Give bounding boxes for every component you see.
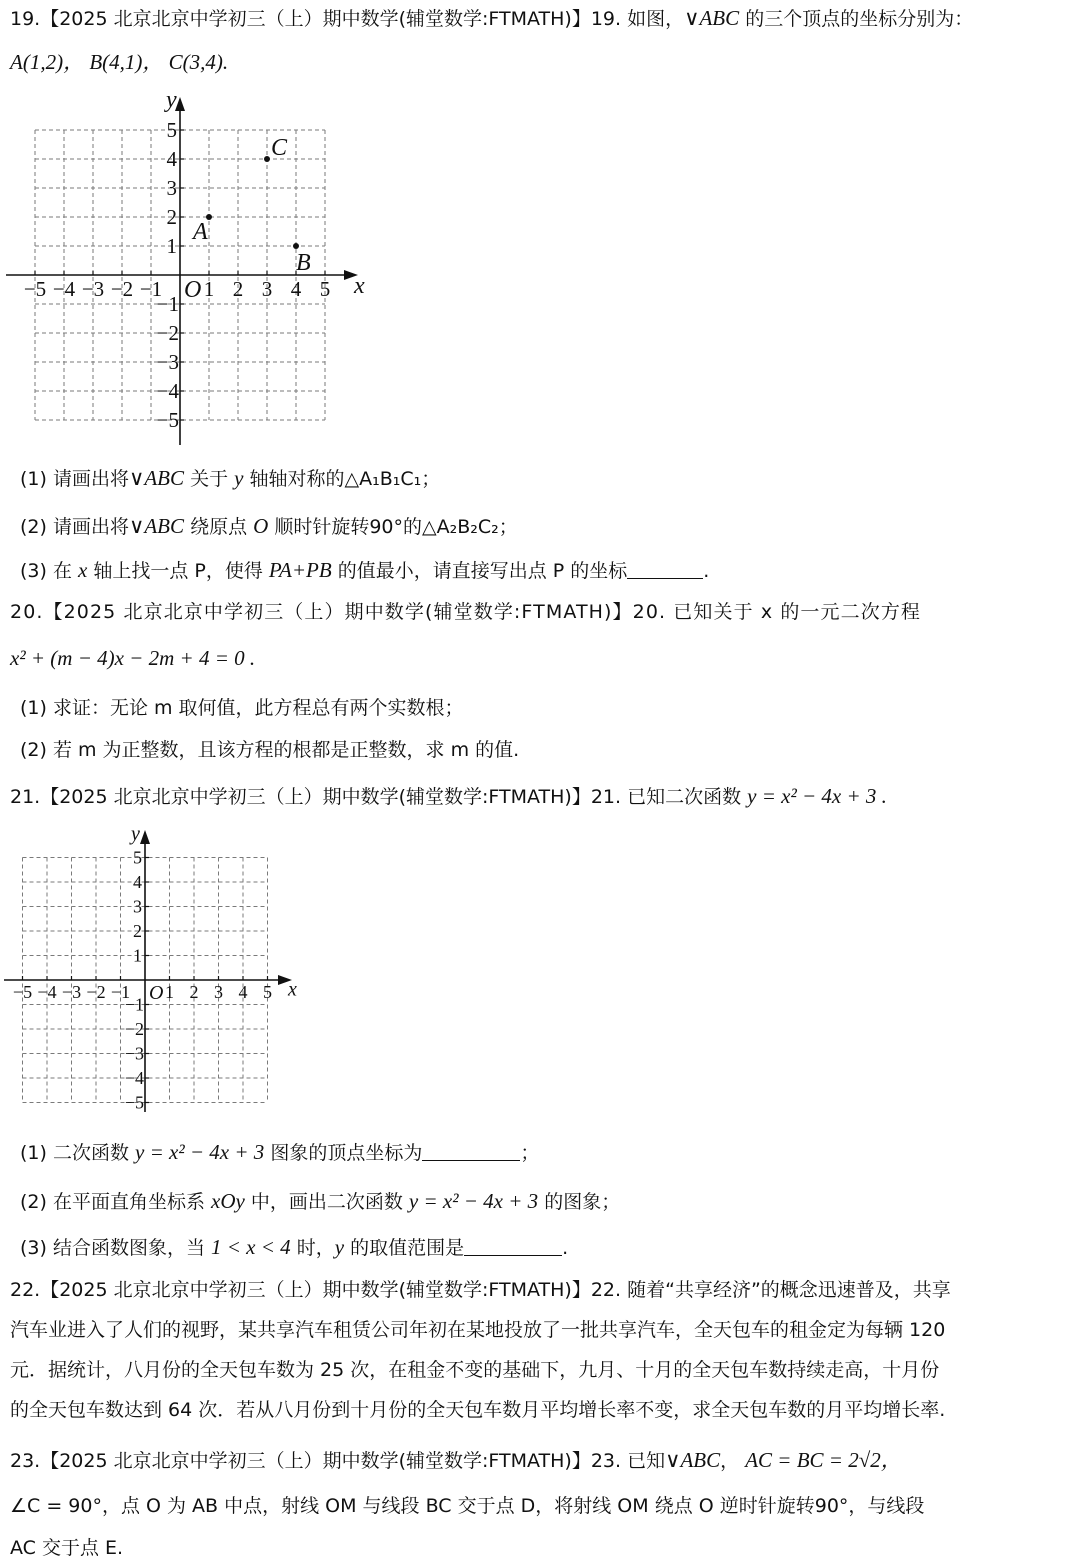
origin-label: O bbox=[149, 982, 164, 1004]
x-tick-label: 2 bbox=[189, 982, 199, 1002]
x-tick-label: −4 bbox=[37, 982, 57, 1002]
x-tick-label: 4 bbox=[238, 982, 248, 1002]
q20-item-1: (1) 求证：无论 m 取何值，此方程总有两个实数根； bbox=[20, 697, 464, 719]
point-label-c: C bbox=[271, 135, 288, 161]
x-tick-label: 5 bbox=[319, 277, 331, 301]
q23-line-2: ∠C = 90°，点 O 为 AB 中点，射线 OM 与线段 BC 交于点 D，将射线 OM 绕点 O 逆时针旋转90°，与线段 bbox=[10, 1495, 925, 1517]
x-tick-label: 3 bbox=[261, 277, 273, 301]
y-tick-label: 2 bbox=[133, 920, 142, 941]
answer-blank bbox=[627, 560, 703, 579]
x-tick-label: −3 bbox=[61, 982, 82, 1002]
q23-header: 23.【2025 北京北京中学初三（上）期中数学(辅堂数学:FTMATH)】23. 已知∨ABC， AC = BC = 2√2， bbox=[10, 1448, 902, 1472]
q20-item-2: (2) 若 m 为正整数，且该方程的根都是正整数，求 m 的值. bbox=[20, 739, 520, 761]
q22-line-2: 汽车业进入了人们的视野，某共享汽车租赁公司年初在某地投放了一批共享汽车，全天包车的租金定为每辆 120 bbox=[10, 1319, 946, 1341]
y-tick-label: −4 bbox=[156, 379, 179, 403]
q21-header: 21.【2025 北京北京中学初三（上）期中数学(辅堂数学:FTMATH)】21. 已知二次函数 y = x² − 4x + 3 . bbox=[10, 784, 887, 808]
x-tick-label: −1 bbox=[110, 982, 131, 1002]
x-tick-label: −5 bbox=[23, 277, 47, 301]
q21-coordinate-grid bbox=[0, 823, 300, 1120]
q19-coords: A(1,2)， B(4,1)， C(3,4). bbox=[10, 50, 229, 74]
x-tick-label: −5 bbox=[12, 982, 33, 1002]
y-tick-label: 5 bbox=[133, 847, 142, 868]
x-tick-label: −4 bbox=[52, 277, 76, 301]
x-tick-label: −2 bbox=[86, 982, 106, 1002]
q22-line-3: 元．据统计，八月份的全天包车数为 25 次，在租金不变的基础下，九月、十月的全天包车数持续走高，十月份 bbox=[10, 1359, 940, 1381]
x-tick-label: 2 bbox=[232, 277, 244, 301]
y-tick-label: −3 bbox=[156, 350, 179, 374]
q21-item-1: (1) 二次函数 y = x² − 4x + 3 图象的顶点坐标为 ； bbox=[20, 1140, 540, 1164]
q23-line-3: AC 交于点 E. bbox=[10, 1537, 124, 1559]
y-tick-label: 3 bbox=[166, 176, 177, 200]
q19-item-2: (2) 请画出将∨ABC 绕原点 O 顺时针旋转90°的△A₂B₂C₂； bbox=[20, 514, 518, 538]
x-tick-label: 1 bbox=[203, 277, 215, 301]
x-tick-label: −2 bbox=[110, 277, 134, 301]
x-axis-label: x bbox=[288, 978, 297, 1001]
q19-item-1: (1) 请画出将∨ABC 关于 y 轴轴对称的△A₁B₁C₁； bbox=[20, 466, 441, 490]
y-tick-label: −3 bbox=[124, 1043, 144, 1064]
q22-line-4: 的全天包车数达到 64 次．若从八月份到十月份的全天包车数月平均增长率不变，求全天包车数的月平均增长率. bbox=[10, 1399, 946, 1421]
x-tick-label: 1 bbox=[165, 982, 174, 1002]
x-tick-label: −1 bbox=[139, 277, 163, 301]
q20-equation: x² + (m − 4)x − 2m + 4 = 0 . bbox=[10, 646, 256, 670]
y-tick-label: −5 bbox=[124, 1092, 144, 1113]
y-tick-label: 1 bbox=[133, 945, 142, 966]
q19-coordinate-grid bbox=[0, 87, 370, 445]
y-axis-label: y bbox=[166, 87, 177, 113]
y-tick-label: 1 bbox=[166, 234, 177, 258]
point-label-a: A bbox=[193, 219, 208, 245]
y-tick-label: −5 bbox=[156, 408, 179, 432]
x-tick-label: 5 bbox=[263, 982, 272, 1002]
q20-header: 20.【2025 北京北京中学初三（上）期中数学(辅堂数学:FTMATH)】20. 已知关于 x 的一元二次方程 bbox=[10, 601, 922, 623]
y-tick-label: −4 bbox=[124, 1067, 144, 1088]
y-tick-label: −2 bbox=[124, 1018, 144, 1039]
y-tick-label: 2 bbox=[166, 205, 177, 229]
q22-line-1: 22.【2025 北京北京中学初三（上）期中数学(辅堂数学:FTMATH)】22. 随着“共享经济”的概念迅速普及，共享 bbox=[10, 1279, 951, 1301]
x-tick-label: 4 bbox=[290, 277, 302, 301]
origin-label: O bbox=[184, 277, 202, 303]
x-axis-label: x bbox=[354, 273, 365, 299]
answer-blank bbox=[464, 1237, 562, 1256]
y-tick-label: −2 bbox=[156, 321, 179, 345]
y-tick-label: 5 bbox=[166, 118, 177, 142]
q21-item-2: (2) 在平面直角坐标系 xOy 中，画出二次函数 y = x² − 4x + 3 的图象； bbox=[20, 1189, 621, 1213]
q19-header: 19.【2025 北京北京中学初三（上）期中数学(辅堂数学:FTMATH)】19. 如图，∨ABC 的三个顶点的坐标分别为： bbox=[10, 6, 974, 30]
answer-blank bbox=[422, 1142, 520, 1161]
point-c bbox=[264, 156, 270, 162]
q21-item-3: (3) 结合函数图象，当 1 < x < 4 时，y 的取值范围是 . bbox=[20, 1235, 569, 1259]
x-tick-label: 3 bbox=[214, 982, 223, 1002]
y-tick-label: −1 bbox=[156, 292, 179, 316]
y-axis-label: y bbox=[131, 823, 140, 845]
y-tick-label: 4 bbox=[166, 147, 177, 171]
y-tick-label: 3 bbox=[133, 896, 142, 917]
y-tick-label: 4 bbox=[133, 871, 142, 892]
y-tick-label: −1 bbox=[124, 994, 144, 1015]
point-b bbox=[293, 243, 299, 249]
y-axis-arrow bbox=[140, 830, 150, 844]
x-tick-label: −3 bbox=[81, 277, 105, 301]
q19-item-3: (3) 在 x 轴上找一点 P，使得 PA+PB 的值最小，请直接写出点 P 的坐标 . bbox=[20, 558, 710, 582]
point-label-b: B bbox=[296, 250, 311, 276]
